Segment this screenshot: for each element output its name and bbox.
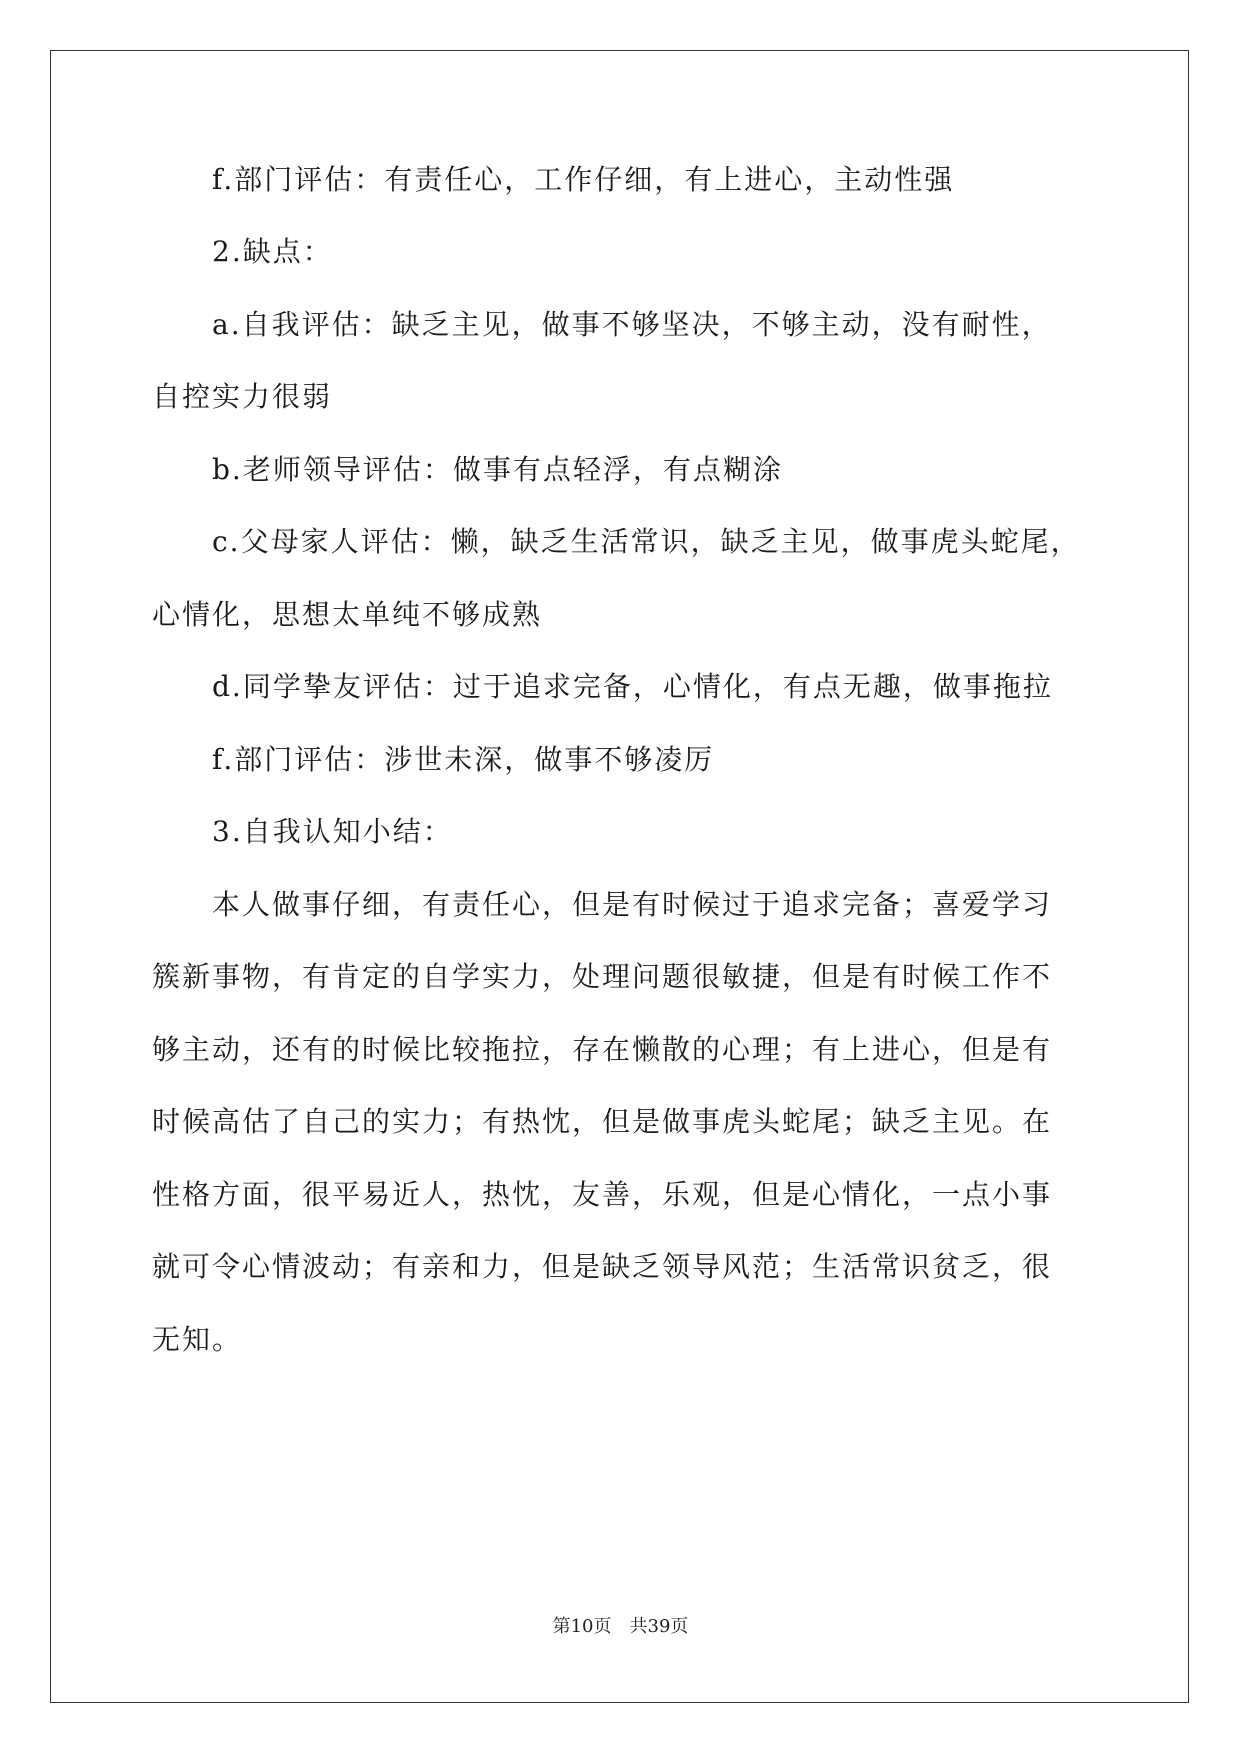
paragraph-line: 无知。	[152, 1323, 243, 1356]
paragraph-line: 本人做事仔细，有责任心，但是有时候过于追求完备；喜爱学习	[212, 888, 1053, 921]
page-number-footer: 第10页 共39页	[552, 1616, 689, 1637]
paragraph-line: 簇新事物，有肯定的自学实力，处理问题很敏捷，但是有时候工作不	[152, 960, 1053, 993]
paragraph-line: 心情化，思想太单纯不够成熟	[152, 598, 543, 631]
paragraph-line: 3.自我认知小结：	[212, 815, 453, 848]
paragraph-line: 2.缺点：	[212, 235, 333, 268]
paragraph-line: f.部门评估：涉世未深，做事不够凌厉	[212, 743, 715, 776]
page-border	[50, 50, 1189, 1703]
paragraph-line: 性格方面，很平易近人，热忱，友善，乐观，但是心情化，一点小事	[152, 1178, 1053, 1211]
paragraph-line: 自控实力很弱	[152, 380, 333, 413]
paragraph-line: 时候高估了自己的实力；有热忱，但是做事虎头蛇尾；缺乏主见。在	[152, 1105, 1053, 1138]
paragraph-line: f.部门评估：有责任心，工作仔细，有上进心，主动性强	[212, 163, 955, 196]
paragraph-line: d.同学挚友评估：过于追求完备，心情化，有点无趣，做事拖拉	[212, 670, 1053, 703]
paragraph-line: 就可令心情波动；有亲和力，但是缺乏领导风范；生活常识贫乏，很	[152, 1250, 1053, 1283]
paragraph-line: 够主动，还有的时候比较拖拉，存在懒散的心理；有上进心，但是有	[152, 1033, 1053, 1066]
paragraph-line: a.自我评估：缺乏主见，做事不够坚决，不够主动，没有耐性，	[212, 308, 1052, 341]
paragraph-line: c.父母家人评估：懒，缺乏生活常识，缺乏主见，做事虎头蛇尾，	[212, 525, 1081, 558]
paragraph-line: b.老师领导评估：做事有点轻浮，有点糊涂	[212, 453, 783, 486]
